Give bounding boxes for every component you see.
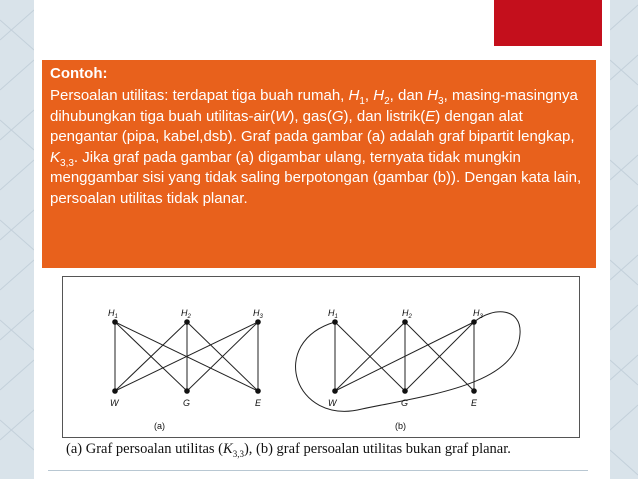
slide-paragraph: Persoalan utilitas: terdapat tiga buah rumah, $H_1$, $H_2$, dan $H_3$, masing-masingnya dihubungkan tiga buah utilitas-air(W), gas(G), dan listrik(E) dengan alat pengantar (pipa, kabel,dsb). Graf pada gambar (a) adalah graf bipartit lengkap, $K_{3,3}$. Jika graf pada gambar (a) digambar ulang, ternyata tidak mungkin menggambar sisi yang tidak saling berpotongan (gambar (b)). Dengan kata lain, persoalan utilitas tidak planar. bbox=[50, 87, 582, 207]
node-w-a bbox=[112, 388, 118, 394]
label-h1-b: $H_1$ bbox=[328, 308, 338, 320]
node-w-b bbox=[332, 388, 338, 394]
label-w-a: W bbox=[110, 398, 119, 408]
label-e-b: E bbox=[471, 398, 478, 408]
label-g-a: G bbox=[183, 398, 191, 408]
label-e-a: E bbox=[255, 398, 262, 408]
node-e-a bbox=[255, 388, 261, 394]
label-h3-b: $H_3$ bbox=[473, 308, 483, 320]
node-h3-b bbox=[471, 319, 477, 325]
node-g-a bbox=[184, 388, 190, 394]
label-h3-a: $H_3$ bbox=[253, 308, 263, 320]
node-h1-a bbox=[112, 319, 118, 325]
content-box bbox=[42, 60, 596, 268]
node-g-b bbox=[402, 388, 408, 394]
slide-heading: Contoh: bbox=[50, 65, 108, 82]
label-h2-a: $H_2$ bbox=[181, 308, 191, 320]
node-h2-a bbox=[184, 319, 190, 325]
label-a: (a) bbox=[154, 421, 165, 431]
label-h1-a: $H_1$ bbox=[108, 308, 118, 320]
label-g-b: G bbox=[401, 398, 409, 408]
accent-tab bbox=[494, 0, 602, 46]
label-h2-b: $H_2$ bbox=[402, 308, 412, 320]
node-h2-b bbox=[402, 319, 408, 325]
utility-graph-figure bbox=[62, 276, 580, 438]
figure-frame bbox=[63, 277, 580, 438]
label-b: (b) bbox=[395, 421, 406, 431]
node-e-b bbox=[471, 388, 477, 394]
bottom-divider bbox=[48, 470, 588, 471]
figure-caption: (a) Graf persoalan utilitas $(K_{3,3})$, (b) graf persoalan utilitas bukan graf planar. bbox=[66, 441, 511, 459]
node-h1-b bbox=[332, 319, 338, 325]
node-h3-a bbox=[255, 319, 261, 325]
label-w-b: W bbox=[328, 398, 337, 408]
